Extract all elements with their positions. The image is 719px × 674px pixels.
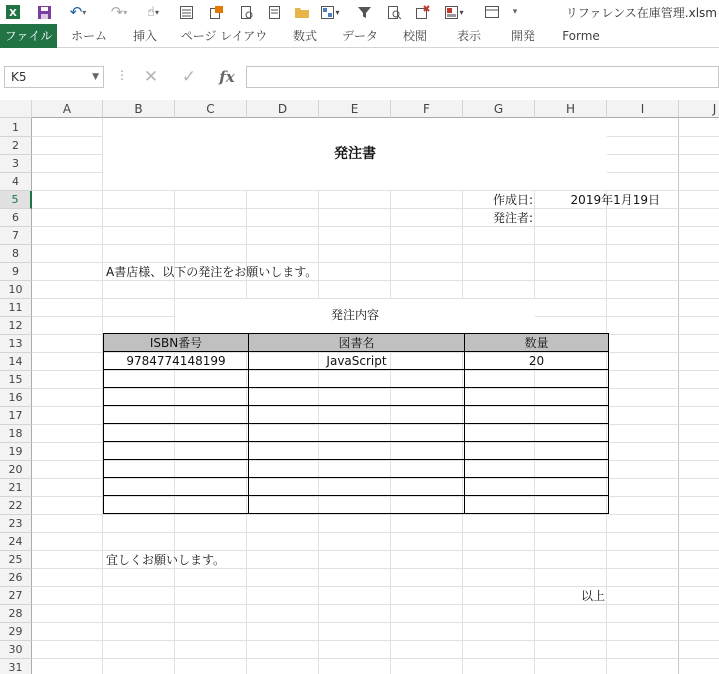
book-title-cell[interactable] — [249, 496, 465, 514]
chevron-down-icon[interactable]: ▼ — [92, 72, 99, 82]
row-header-13[interactable]: 13 — [0, 335, 32, 353]
table-header-title[interactable]: 図書名 — [249, 334, 465, 352]
row-header-19[interactable]: 19 — [0, 443, 32, 461]
table-row — [104, 370, 609, 388]
insert-function-icon[interactable]: fx — [219, 68, 235, 86]
row-header-26[interactable]: 26 — [0, 569, 32, 587]
tab-developer[interactable]: 開発 — [510, 29, 535, 43]
worksheet-grid[interactable] — [0, 100, 719, 674]
name-box[interactable] — [4, 66, 104, 88]
table-row — [104, 460, 609, 478]
created-date-value: 2019年1月19日 — [570, 193, 660, 207]
order-table — [103, 333, 609, 514]
clear-icon[interactable] — [412, 3, 432, 21]
formula-bar-grip-icon[interactable]: ⋮ — [116, 68, 128, 82]
row-header-20[interactable]: 20 — [0, 461, 32, 479]
book-title-cell[interactable] — [249, 406, 465, 424]
export-icon[interactable] — [206, 3, 226, 21]
row-header-27[interactable]: 27 — [0, 587, 32, 605]
row-header-7[interactable]: 7 — [0, 227, 32, 245]
row-header-10[interactable]: 10 — [0, 281, 32, 299]
greeting-text: A書店様、以下の発注をお願いします。 — [106, 265, 318, 279]
tab-review[interactable]: 校閲 — [402, 29, 427, 43]
row-header-30[interactable]: 30 — [0, 641, 32, 659]
isbn-cell[interactable]: 9784774148199 — [104, 352, 249, 370]
enter-icon[interactable]: ✓ — [181, 67, 197, 87]
quantity-cell[interactable] — [465, 496, 609, 514]
table-row — [104, 406, 609, 424]
isbn-cell[interactable] — [104, 496, 249, 514]
quantity-cell[interactable]: 20 — [465, 352, 609, 370]
column-header-i[interactable]: I — [607, 100, 679, 118]
row-header-11[interactable]: 11 — [0, 299, 32, 317]
excel-logo-icon — [4, 3, 22, 21]
tab-forme[interactable]: Forme — [562, 29, 600, 43]
row-header-1[interactable]: 1 — [0, 118, 32, 137]
row-header-18[interactable]: 18 — [0, 425, 32, 443]
row-header-22[interactable]: 22 — [0, 497, 32, 515]
row-header-4[interactable]: 4 — [0, 173, 32, 191]
gridline — [32, 244, 719, 245]
book-title-cell[interactable]: JavaScript — [249, 352, 465, 370]
open-folder-icon[interactable] — [292, 3, 312, 21]
gridline — [32, 640, 719, 641]
quantity-cell[interactable] — [465, 478, 609, 496]
quantity-cell[interactable] — [465, 388, 609, 406]
row-header-2[interactable]: 2 — [0, 137, 32, 155]
isbn-cell[interactable] — [104, 370, 249, 388]
quantity-cell[interactable] — [465, 460, 609, 478]
svg-text:X: X — [9, 8, 17, 19]
tab-formulas[interactable]: 数式 — [292, 29, 317, 43]
table-row — [104, 388, 609, 406]
table-row — [104, 478, 609, 496]
row-header-23[interactable]: 23 — [0, 515, 32, 533]
view-icon[interactable] — [482, 3, 502, 21]
isbn-cell[interactable] — [104, 406, 249, 424]
touch-mode-icon[interactable]: ☝ ▾ — [147, 4, 159, 20]
end-text: 以上 — [580, 589, 605, 603]
isbn-cell[interactable] — [104, 424, 249, 442]
formula-buttons — [132, 66, 246, 88]
book-title-cell[interactable] — [249, 460, 465, 478]
row-header-15[interactable]: 15 — [0, 371, 32, 389]
row-header-24[interactable]: 24 — [0, 533, 32, 551]
tab-home[interactable]: ホーム — [70, 29, 107, 43]
row-header-29[interactable]: 29 — [0, 623, 32, 641]
tab-page-layout[interactable]: ページ レイアウ — [180, 29, 268, 43]
document-title: リファレンス在庫管理.xlsm — [565, 6, 717, 20]
book-title-cell[interactable] — [249, 388, 465, 406]
gridline — [32, 622, 719, 623]
row-header-25[interactable]: 25 — [0, 551, 32, 569]
quantity-cell[interactable] — [465, 424, 609, 442]
column-header-h[interactable]: H — [535, 100, 607, 118]
row-header-5[interactable]: 5 — [0, 191, 32, 209]
table-header-row — [104, 334, 609, 352]
cancel-icon[interactable]: ✕ — [143, 67, 159, 87]
gridline — [32, 586, 719, 587]
isbn-cell[interactable] — [104, 460, 249, 478]
row-header-17[interactable]: 17 — [0, 407, 32, 425]
gridline — [32, 532, 719, 533]
page-setup-icon[interactable] — [264, 3, 284, 21]
tab-view[interactable]: 表示 — [456, 29, 481, 43]
quantity-cell[interactable] — [465, 442, 609, 460]
book-title-cell[interactable] — [249, 478, 465, 496]
column-header-f[interactable]: F — [391, 100, 463, 118]
row-header-14[interactable]: 14 — [0, 353, 32, 371]
section-title: 発注内容 — [330, 308, 379, 322]
quick-access-toolbar — [0, 0, 719, 24]
book-title-cell[interactable] — [249, 442, 465, 460]
select-all-corner[interactable] — [0, 100, 32, 118]
layout-icon[interactable]: ▾ — [316, 3, 344, 21]
form-icon[interactable] — [176, 3, 196, 21]
row-header-28[interactable]: 28 — [0, 605, 32, 623]
column-header-b[interactable]: B — [103, 100, 175, 118]
print-preview-icon[interactable] — [236, 3, 256, 21]
book-title-cell[interactable] — [249, 424, 465, 442]
filter-icon[interactable] — [354, 3, 374, 21]
find-icon[interactable] — [384, 3, 404, 21]
book-title-cell[interactable] — [249, 370, 465, 388]
ribbon-tabs — [0, 24, 719, 48]
tab-data[interactable]: データ — [341, 29, 378, 43]
isbn-cell[interactable] — [104, 442, 249, 460]
row-header-6[interactable]: 6 — [0, 209, 32, 227]
gridline — [32, 514, 719, 515]
tab-file[interactable]: ファイル — [0, 24, 57, 48]
formula-bar — [0, 48, 719, 102]
sheet-title: 発注書 — [334, 146, 376, 162]
column-header-j[interactable]: J — [679, 100, 719, 118]
isbn-cell[interactable] — [104, 388, 249, 406]
undo-icon[interactable]: ↶ ▾ — [69, 3, 87, 21]
save-icon[interactable] — [34, 3, 54, 21]
row-header-9[interactable]: 9 — [0, 263, 32, 281]
table-row — [104, 496, 609, 514]
more-icon[interactable]: ▾ — [512, 7, 518, 17]
column-header-a[interactable]: A — [32, 100, 103, 118]
row-header-3[interactable]: 3 — [0, 155, 32, 173]
column-header-d[interactable]: D — [247, 100, 319, 118]
row-header-16[interactable]: 16 — [0, 389, 32, 407]
quantity-cell[interactable] — [465, 406, 609, 424]
row-header-12[interactable]: 12 — [0, 317, 32, 335]
gridline — [678, 118, 679, 674]
gridline — [32, 226, 719, 227]
gridline — [32, 604, 719, 605]
table-header-quantity[interactable]: 数量 — [465, 334, 609, 352]
row-header-31[interactable]: 31 — [0, 659, 32, 674]
name-box-value: K5 — [11, 70, 27, 84]
row-header-8[interactable]: 8 — [0, 245, 32, 263]
insert-icon[interactable]: ▾ — [440, 3, 468, 21]
quantity-cell[interactable] — [465, 370, 609, 388]
table-row — [104, 424, 609, 442]
table-row — [104, 352, 609, 370]
table-row — [104, 442, 609, 460]
formula-input[interactable] — [246, 66, 719, 88]
orderer-label: 発注者: — [492, 211, 533, 225]
gridline — [32, 658, 719, 659]
table-header-isbn[interactable]: ISBN番号 — [104, 334, 249, 352]
created-date-label: 作成日: — [492, 193, 533, 207]
redo-icon[interactable]: ↷ ▾ — [110, 3, 128, 21]
column-header-e[interactable]: E — [319, 100, 391, 118]
column-header-c[interactable]: C — [175, 100, 247, 118]
tab-insert[interactable]: 挿入 — [132, 29, 157, 43]
column-header-g[interactable]: G — [463, 100, 535, 118]
row-header-21[interactable]: 21 — [0, 479, 32, 497]
closing-text: 宜しくお願いします。 — [106, 553, 226, 567]
isbn-cell[interactable] — [104, 478, 249, 496]
